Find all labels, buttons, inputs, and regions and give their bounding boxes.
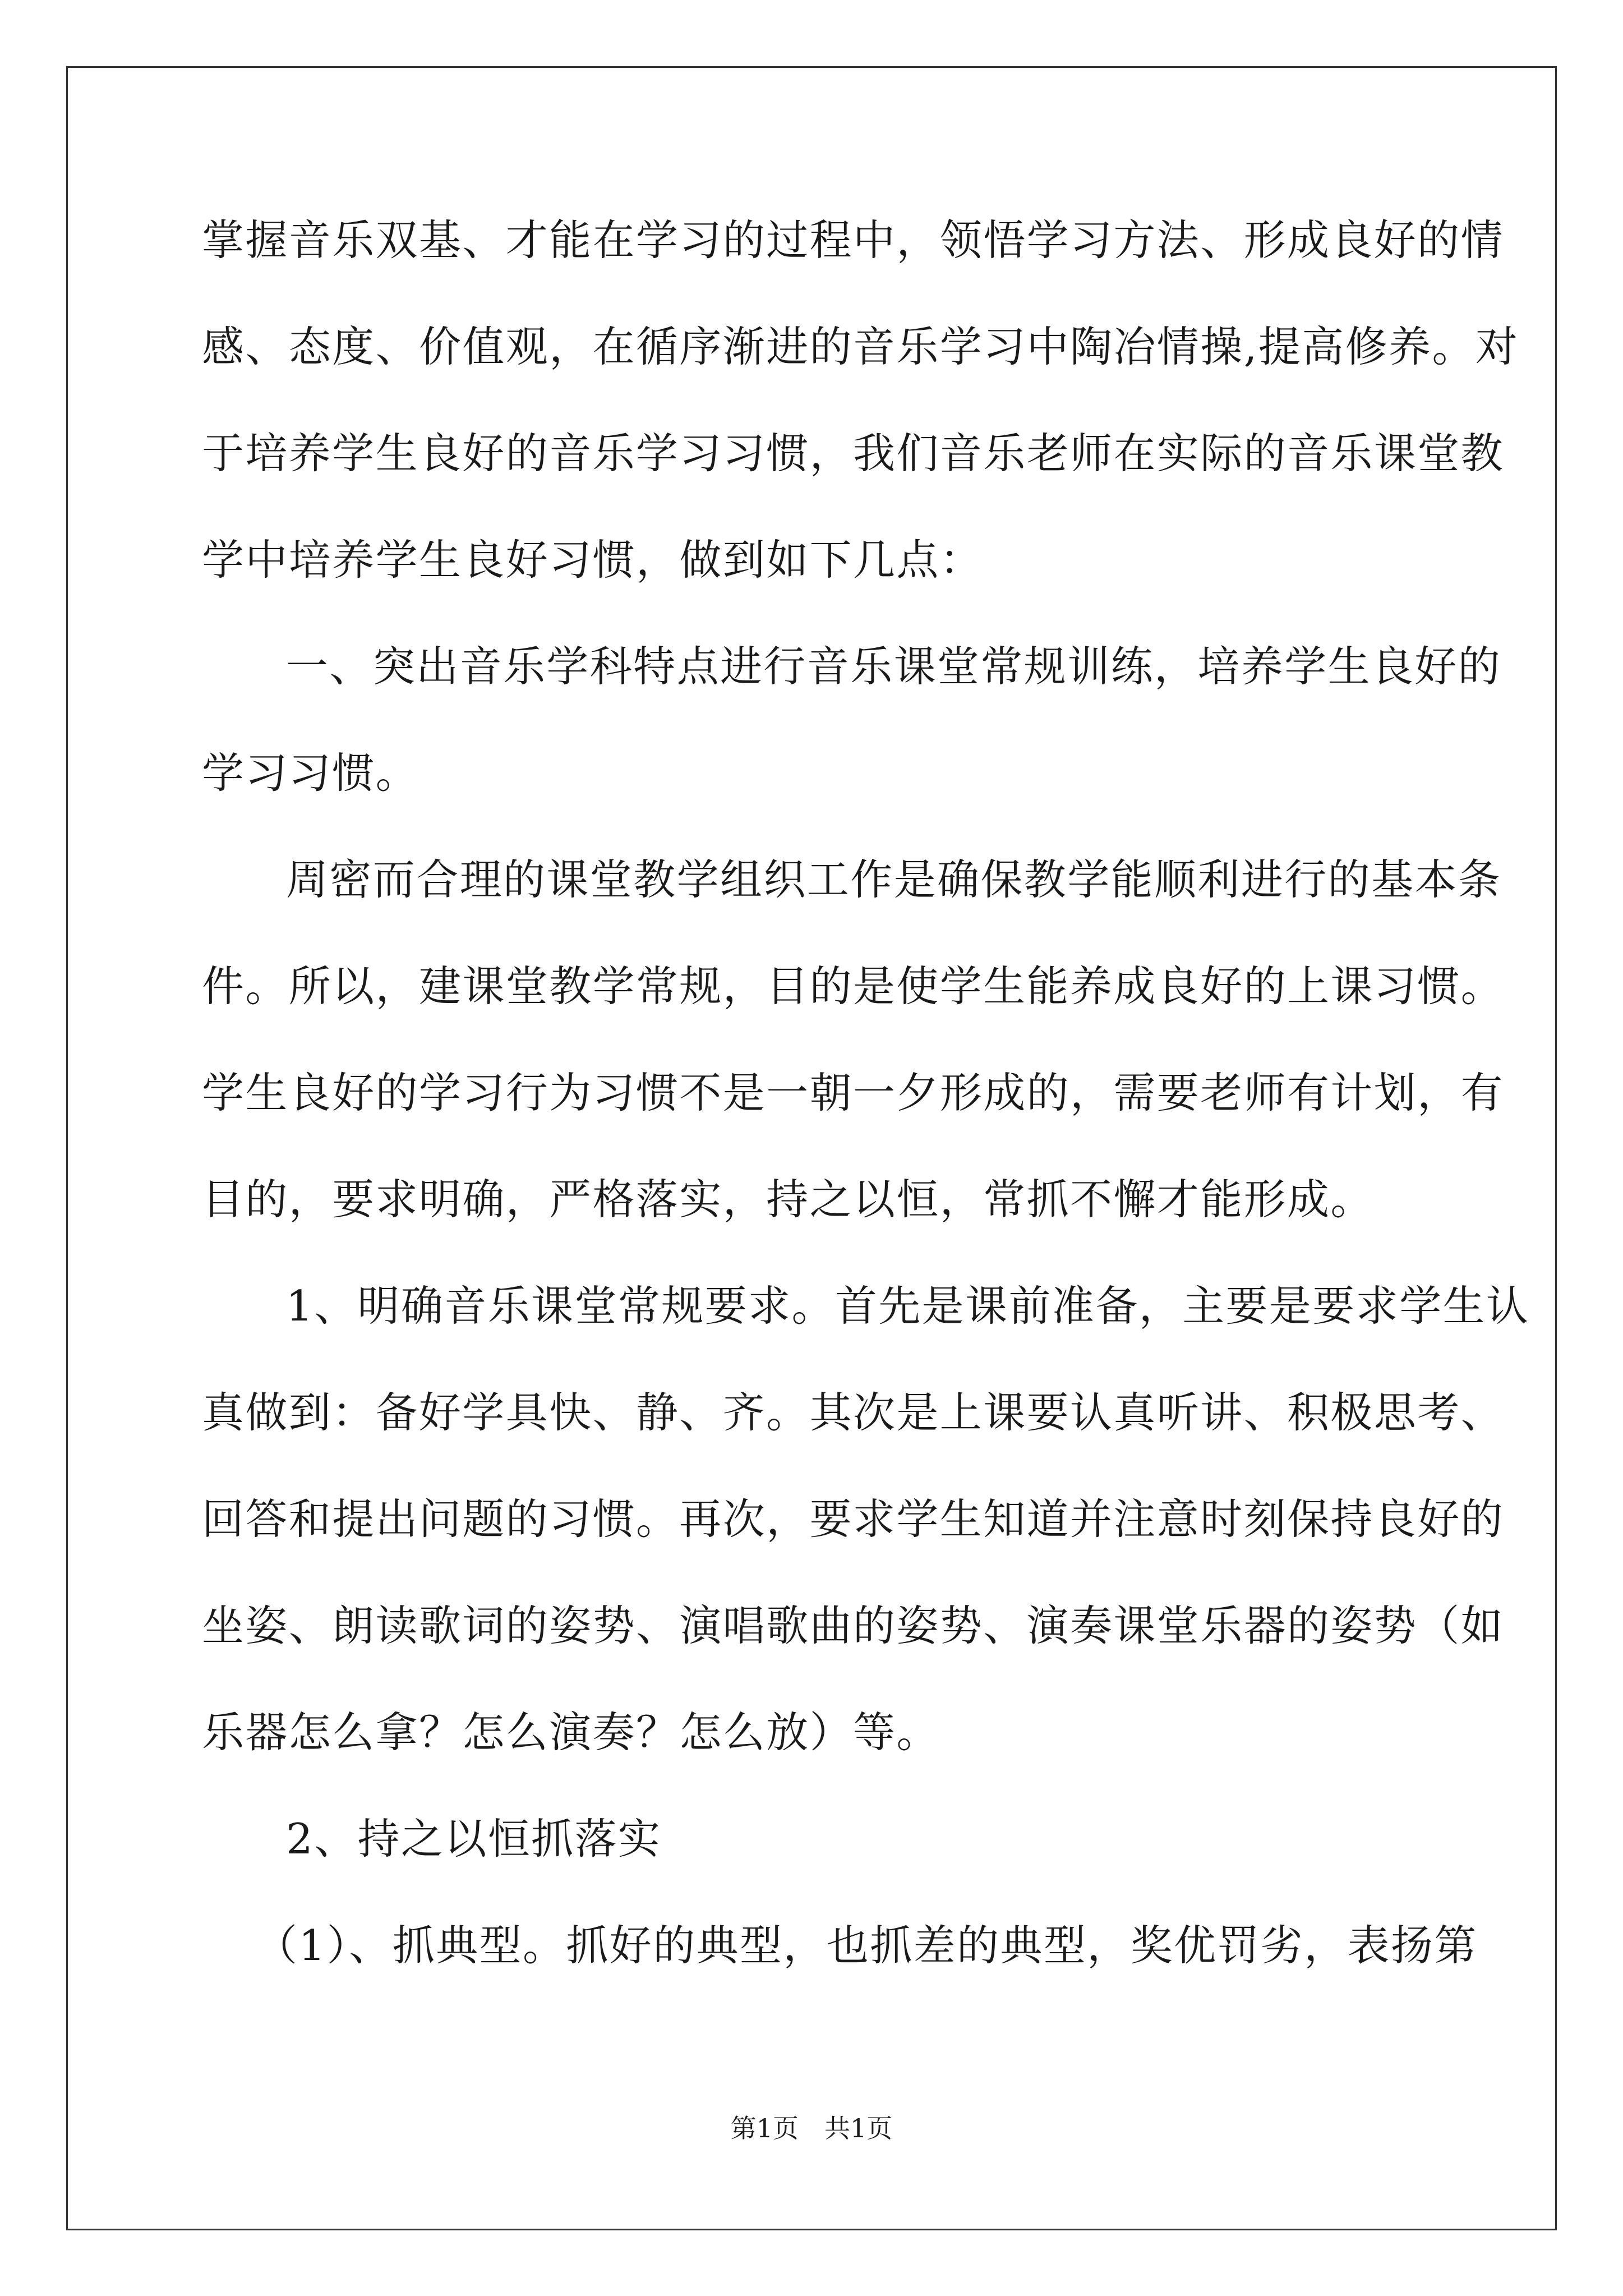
paragraph-start: 周密而合理的课堂教学组织工作是确保教学能顺利进行的基本条 [286,855,1502,904]
page-number-footer: 第1页 共1页 [730,2113,893,2143]
text-line: 学中培养学生良好习惯，做到如下几点： [202,535,984,585]
list-item-1: 1、明确音乐课堂常规要求。首先是课前准备，主要是要求学生认 [286,1281,1530,1331]
text-line: 件。所以，建课堂教学常规，目的是使学生能养成良好的上课习惯。 [202,961,1505,1011]
text-line: 掌握音乐双基、才能在学习的过程中，领悟学习方法、形成良好的情 [202,215,1505,265]
text-line: 乐器怎么拿？怎么演奏？怎么放）等。 [202,1708,940,1757]
section-heading: 一、突出音乐学科特点进行音乐课堂常规训练，培养学生良好的 [286,642,1502,691]
list-item-2: 2、持之以恒抓落实 [286,1814,662,1864]
text-line: 目的，要求明确，严格落实，持之以恒，常抓不懈才能形成。 [202,1175,1374,1224]
text-line: 回答和提出问题的习惯。再次，要求学生知道并注意时刻保持良好的 [202,1494,1505,1544]
sub-item-1: （1）、抓典型。抓好的典型，也抓差的典型，奖优罚劣，表扬第 [255,1921,1478,1970]
page-border [66,66,1557,2230]
text-line: 感、态度、价值观，在循序渐进的音乐学习中陶冶情操,提高修养。对 [202,322,1519,371]
text-line: 于培养学生良好的音乐学习习惯，我们音乐老师在实际的音乐课堂教 [202,429,1505,478]
text-line: 真做到：备好学具快、静、齐。其次是上课要认真听讲、积极思考、 [202,1388,1505,1437]
text-line: 学习习惯。 [202,748,419,798]
text-line: 坐姿、朗读歌词的姿势、演唱歌曲的姿势、演奏课堂乐器的姿势（如 [202,1601,1505,1650]
text-line: 学生良好的学习行为习惯不是一朝一夕形成的，需要老师有计划，有 [202,1068,1505,1117]
